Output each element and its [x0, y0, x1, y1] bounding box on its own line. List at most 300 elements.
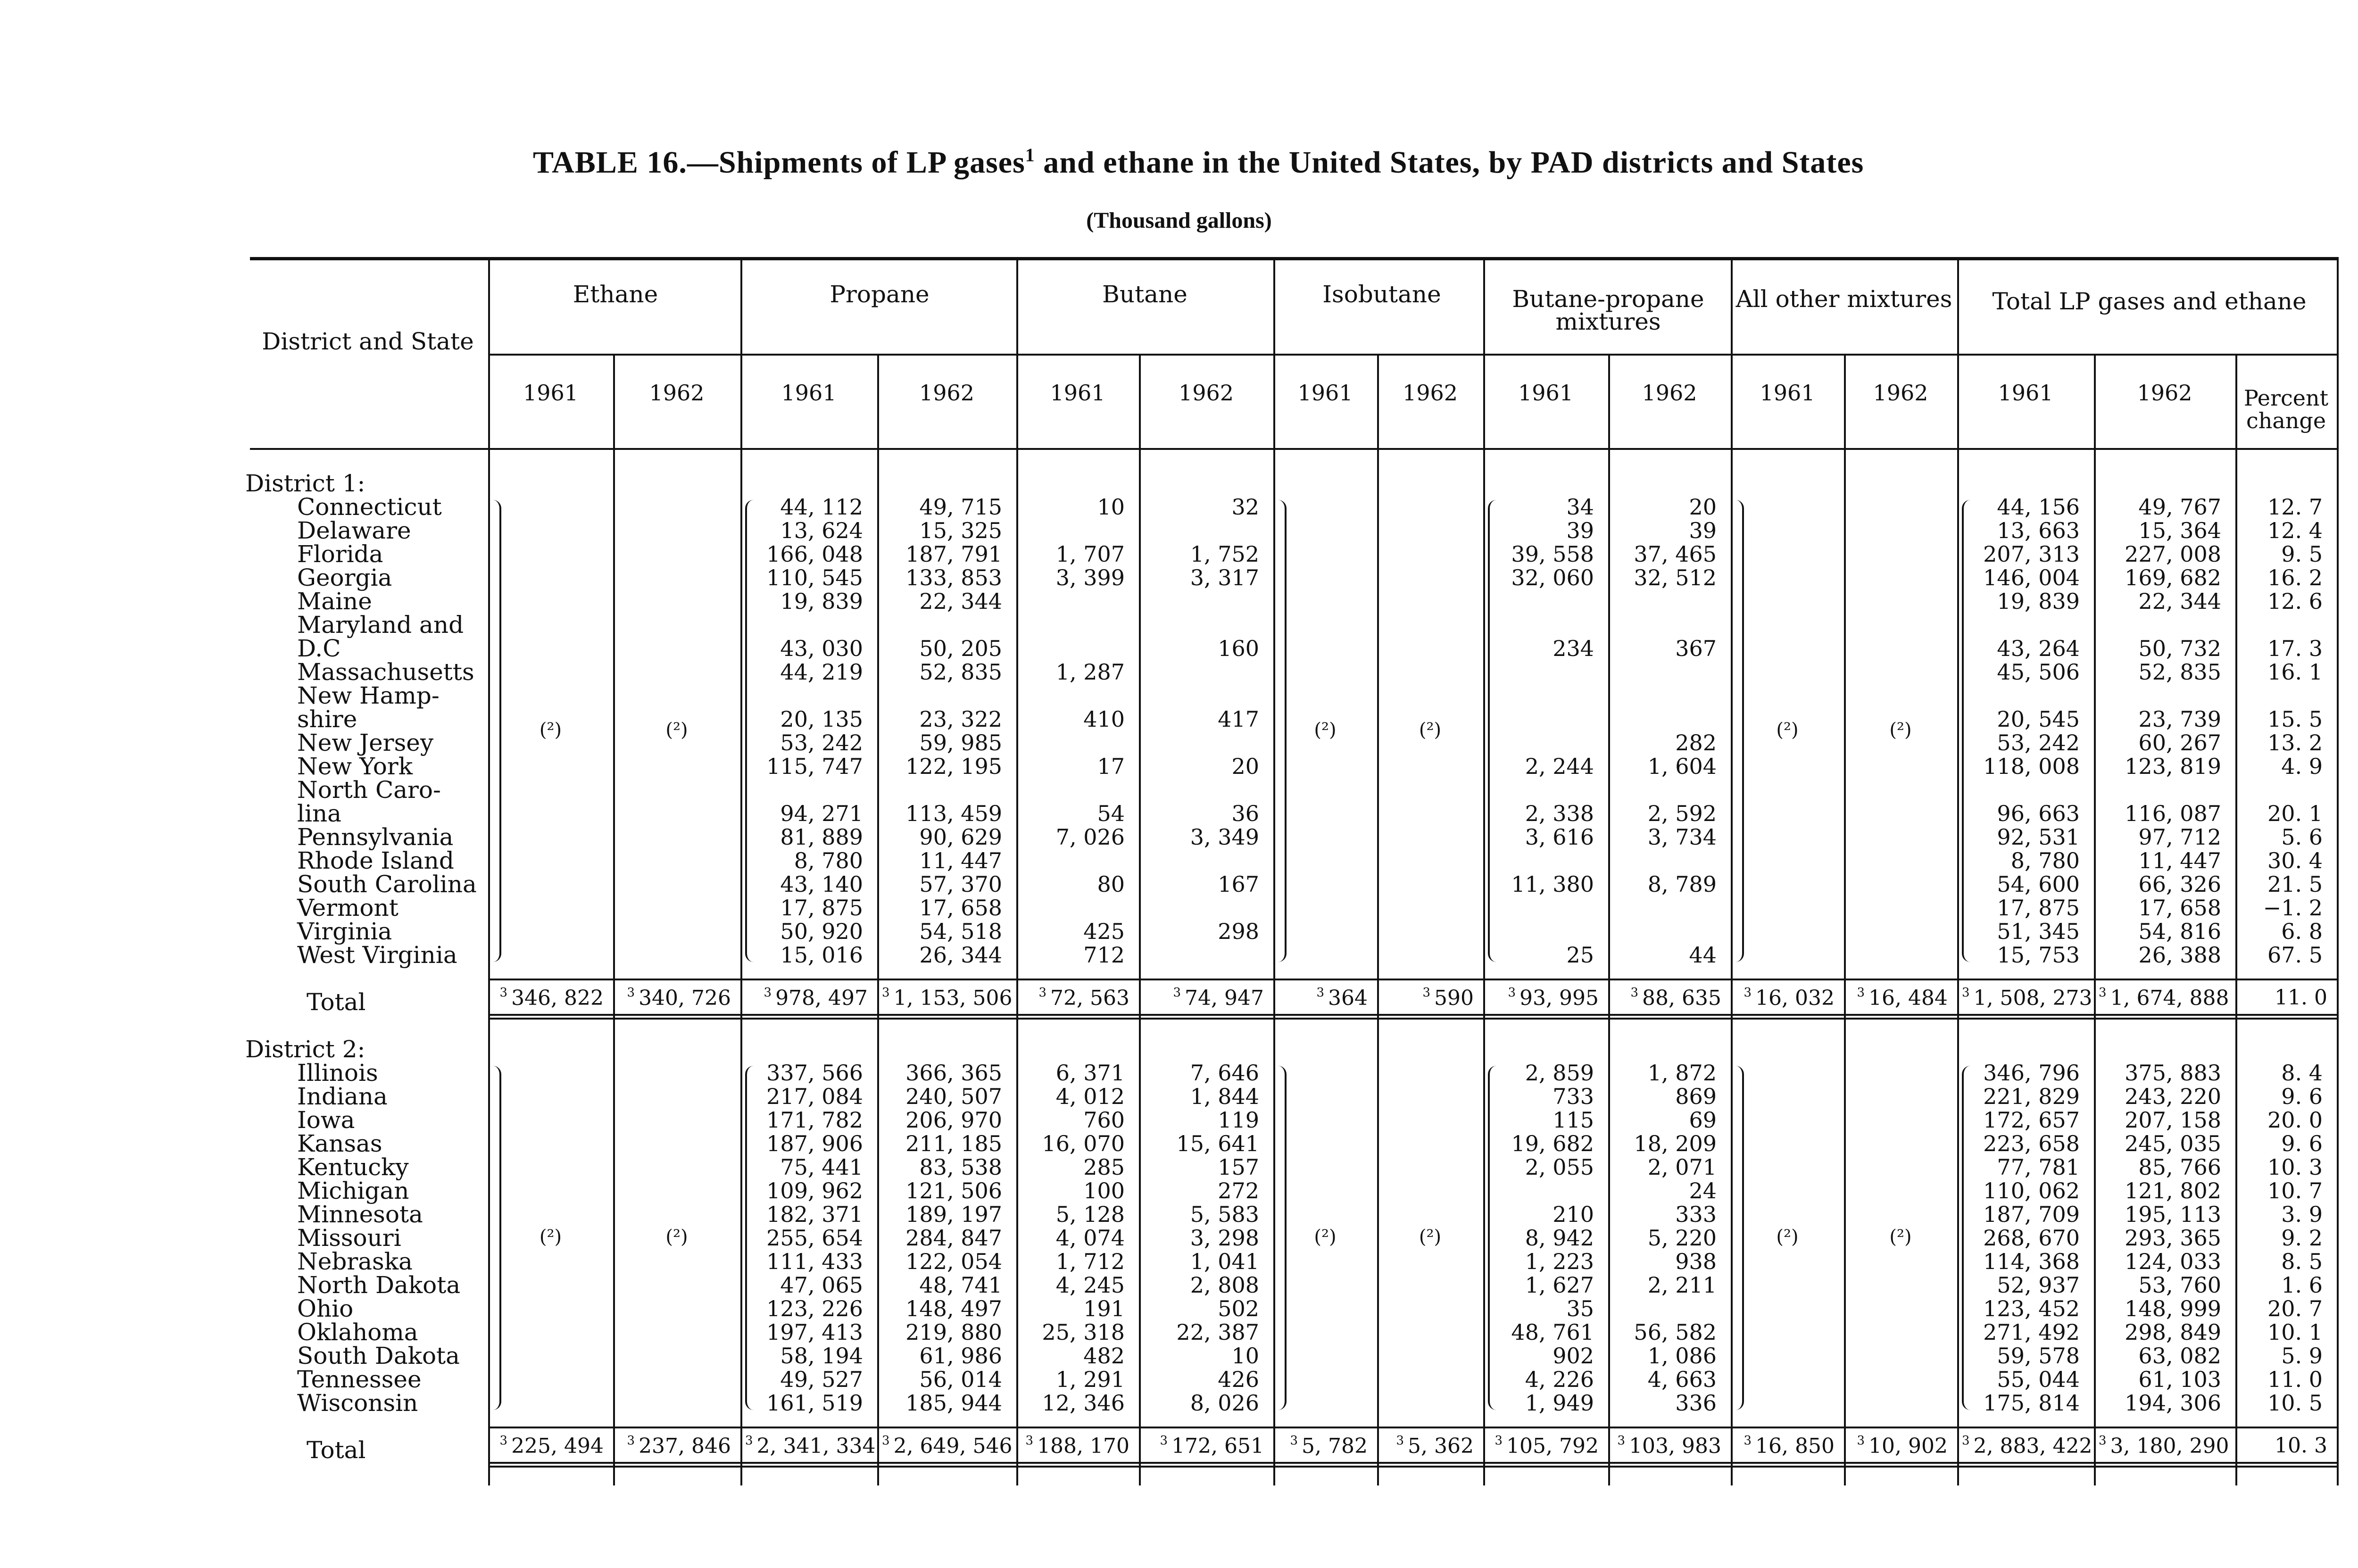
header-percent-change: Percent change: [2243, 385, 2329, 433]
footnote-marker: (²): [1776, 1226, 1799, 1248]
table-cell: 3, 616: [1525, 824, 1594, 850]
table-cell: 4, 663: [1647, 1367, 1717, 1392]
table-cell: 57, 370: [919, 871, 1002, 897]
state-label: North Dakota: [297, 1271, 461, 1299]
table-cell: 49, 715: [919, 494, 1002, 520]
table-cell: 1, 872: [1647, 1060, 1717, 1086]
table-cell: 243, 220: [2125, 1084, 2221, 1109]
table-cell: 5. 9: [2281, 1343, 2323, 1369]
table-cell: 733: [1553, 1084, 1594, 1109]
table-cell: [2094, 778, 2221, 802]
table-cell: 13, 663: [1997, 518, 2080, 543]
column-rule: [1377, 354, 1379, 1485]
table-cell: [1139, 589, 1259, 613]
table-cell: 169, 682: [2125, 565, 2221, 590]
table-cell: 25, 318: [1042, 1319, 1125, 1345]
propane-1962-column: [877, 495, 1002, 967]
table-cell: 44, 112: [780, 494, 863, 520]
butane-1962-column: [1139, 1061, 1259, 1415]
table-cell: [1016, 637, 1125, 660]
total-rule: [488, 979, 2337, 980]
table-cell: 69: [1689, 1107, 1717, 1133]
table-cell: 44, 219: [780, 659, 863, 685]
table-cell: 11, 380: [1511, 871, 1594, 897]
table-cell: 15, 364: [2138, 518, 2221, 543]
table-cell: 234: [1553, 636, 1594, 661]
table-cell: 11, 447: [919, 848, 1002, 873]
table-cell: 333: [1675, 1202, 1717, 1227]
table-cell: 75, 441: [780, 1154, 863, 1180]
table-cell: [1139, 613, 1259, 637]
table-cell: 16. 2: [2267, 565, 2323, 590]
group-rule: [488, 354, 2337, 356]
table-cell: 167: [1218, 871, 1259, 897]
table-cell: 23, 322: [919, 706, 1002, 732]
brace: [493, 500, 501, 962]
table-cell: 119: [1218, 1107, 1259, 1133]
total-cell: $^3$ 590: [1422, 986, 1474, 1010]
column-rule: [1273, 257, 1275, 1485]
table-cell: 17, 658: [2138, 895, 2221, 921]
header-stub: District and State: [262, 328, 474, 355]
table-cell: [1608, 896, 1717, 920]
table-cell: [1608, 684, 1717, 707]
table-cell: 123, 819: [2125, 754, 2221, 779]
state-label: South Dakota: [297, 1342, 460, 1369]
table-cell: 1, 707: [1055, 541, 1125, 567]
table-cell: 37, 465: [1634, 541, 1717, 567]
table-cell: 182, 371: [766, 1202, 863, 1227]
table-cell: 58, 194: [780, 1343, 863, 1369]
table-cell: [1483, 896, 1594, 920]
table-cell: 221, 829: [1983, 1084, 2080, 1109]
table-cell: 52, 835: [919, 659, 1002, 685]
table-cell: 20. 7: [2267, 1296, 2323, 1321]
table-cell: [1016, 896, 1125, 920]
state-label: Massachusetts: [297, 658, 474, 686]
state-label: Maryland and: [297, 611, 464, 639]
table-cell: 425: [1083, 919, 1125, 944]
table-cell: [1483, 613, 1594, 637]
table-cell: 1, 844: [1190, 1084, 1259, 1109]
table-cell: 17. 3: [2267, 636, 2323, 661]
table-cell: 50, 205: [919, 636, 1002, 661]
table-cell: 10. 7: [2267, 1178, 2323, 1203]
table-cell: 39, 558: [1511, 541, 1594, 567]
table-cell: [1139, 731, 1259, 755]
butane-propane-1962-column: [1608, 1061, 1717, 1415]
table-cell: [2235, 684, 2323, 707]
header-bottom-rule: [250, 448, 2337, 450]
year-header: 1962: [919, 380, 975, 406]
table-cell: 10. 3: [2267, 1154, 2323, 1180]
table-cell: [1483, 731, 1594, 755]
state-label: New Jersey: [297, 729, 434, 756]
table-cell: 206, 970: [905, 1107, 1002, 1133]
table-cell: 90, 629: [919, 824, 1002, 850]
table-cell: 346, 796: [1983, 1060, 2080, 1086]
table-cell: 298: [1218, 919, 1259, 944]
column-rule: [1731, 257, 1733, 1485]
table-cell: [1608, 778, 1717, 802]
table-cell: 20. 0: [2267, 1107, 2323, 1133]
total-cell: $^3$ 16, 850: [1744, 1434, 1835, 1458]
table-cell: 60, 267: [2138, 730, 2221, 755]
state-label: Oklahoma: [297, 1319, 418, 1346]
table-cell: 12. 7: [2267, 494, 2323, 520]
column-rule: [613, 354, 615, 1485]
table-cell: 869: [1675, 1084, 1717, 1109]
table-cell: 25: [1566, 942, 1594, 968]
header-propane: Propane: [830, 281, 930, 308]
table-cell: 61, 103: [2138, 1367, 2221, 1392]
table-cell: 146, 004: [1983, 565, 2080, 590]
total-rule: [488, 1427, 2337, 1428]
footnote-marker: (²): [539, 1226, 562, 1248]
table-cell: 187, 791: [905, 541, 1002, 567]
table-cell: [1957, 778, 2080, 802]
table-cell: [1957, 613, 2080, 637]
table-cell: 426: [1218, 1367, 1259, 1392]
table-cell: 116, 087: [2125, 801, 2221, 826]
state-label: Georgia: [297, 564, 392, 591]
total-cell: $^3$ 346, 822: [499, 986, 604, 1010]
table-cell: 160: [1218, 636, 1259, 661]
total-cell: $^3$ 1, 153, 506: [882, 986, 1013, 1010]
table-cell: 39: [1566, 518, 1594, 543]
column-rule: [2337, 257, 2339, 1485]
table-cell: 96, 663: [1997, 801, 2080, 826]
year-header: 1962: [1873, 380, 1928, 406]
table-cell: 32: [1231, 494, 1259, 520]
table-cell: [1483, 1179, 1594, 1203]
state-label: Connecticut: [297, 493, 442, 521]
table-cell: 8, 026: [1190, 1390, 1259, 1416]
table-cell: [1139, 849, 1259, 872]
state-label: Delaware: [297, 517, 411, 544]
table-cell: 24: [1689, 1178, 1717, 1203]
header-butane: Butane: [1102, 281, 1187, 308]
table-cell: 1, 712: [1055, 1249, 1125, 1274]
table-cell: 166, 048: [766, 541, 863, 567]
table-cell: 48, 741: [919, 1272, 1002, 1298]
table-cell: 122, 195: [905, 754, 1002, 779]
table-cell: [740, 778, 863, 802]
table-cell: 148, 999: [2125, 1296, 2221, 1321]
header-butane-propane: Butane-propane mixtures: [1512, 285, 1704, 335]
table-cell: 20, 135: [780, 706, 863, 732]
table-cell: 15, 753: [1997, 942, 2080, 968]
table-cell: 15, 016: [780, 942, 863, 968]
table-cell: 121, 802: [2125, 1178, 2221, 1203]
table-cell: 7, 026: [1055, 824, 1125, 850]
table-cell: 19, 682: [1511, 1131, 1594, 1156]
state-label: Nebraska: [297, 1248, 413, 1275]
total-double-rule: [488, 1462, 2337, 1468]
header-ethane: Ethane: [573, 281, 658, 308]
total-cell: $^3$ 105, 792: [1495, 1434, 1599, 1458]
table-cell: [2094, 684, 2221, 707]
table-cell: 4. 9: [2281, 754, 2323, 779]
table-cell: 1, 949: [1525, 1390, 1594, 1416]
table-cell: [1016, 613, 1125, 637]
table-cell: [1016, 731, 1125, 755]
year-header: 1961: [1518, 380, 1574, 406]
table-cell: 282: [1675, 730, 1717, 755]
table-cell: 77, 781: [1997, 1154, 2080, 1180]
butane-propane-1961-column: [1483, 495, 1594, 967]
total-label: Total: [307, 1436, 366, 1464]
table-cell: 121, 506: [905, 1178, 1002, 1203]
table-cell: 2, 338: [1525, 801, 1594, 826]
total-cell: $^3$ 1, 674, 888: [2099, 986, 2229, 1010]
total-cell: $^3$ 237, 846: [627, 1434, 731, 1458]
table-cell: 285: [1083, 1154, 1125, 1180]
butane-1961-column: [1016, 1061, 1125, 1415]
table-cell: 4, 226: [1525, 1367, 1594, 1392]
footnote-marker: (²): [1419, 1226, 1442, 1248]
table-cell: 23, 739: [2138, 706, 2221, 732]
table-cell: 375, 883: [2125, 1060, 2221, 1086]
table-cell: 10. 1: [2267, 1319, 2323, 1345]
state-label: Maine: [297, 588, 372, 615]
table-cell: [1483, 849, 1594, 872]
year-header: 1961: [1297, 380, 1353, 406]
total-cell: $^3$ 3, 180, 290: [2099, 1434, 2229, 1458]
table-cell: 118, 008: [1983, 754, 2080, 779]
table-cell: 94, 271: [780, 801, 863, 826]
table-cell: 61, 986: [919, 1343, 1002, 1369]
state-label: Wisconsin: [297, 1389, 418, 1417]
total-cell: $^3$ 5, 362: [1396, 1434, 1474, 1458]
table-cell: 175, 814: [1983, 1390, 2080, 1416]
table-cell: 54: [1097, 801, 1125, 826]
table-cell: 22, 344: [2138, 589, 2221, 614]
table-cell: 54, 518: [919, 919, 1002, 944]
table-cell: [1608, 660, 1717, 684]
table-cell: 148, 497: [905, 1296, 1002, 1321]
table-cell: 133, 853: [905, 565, 1002, 590]
total-cell: $^3$ 1, 508, 273: [1962, 986, 2092, 1010]
table-cell: 8, 942: [1525, 1225, 1594, 1251]
table-cell: 417: [1218, 706, 1259, 732]
footnote-marker: (²): [1419, 719, 1442, 741]
table-cell: 12. 6: [2267, 589, 2323, 614]
table-cell: 187, 709: [1983, 1202, 2080, 1227]
table-cell: 115, 747: [766, 754, 863, 779]
table-cell: 8. 4: [2281, 1060, 2323, 1086]
total-cell: $^3$ 74, 947: [1173, 986, 1264, 1010]
total-cell: $^3$ 225, 494: [499, 1434, 604, 1458]
table-cell: 157: [1218, 1154, 1259, 1180]
table-cell: [1483, 589, 1594, 613]
table-cell: 1, 086: [1647, 1343, 1717, 1369]
table-cell: [877, 684, 1002, 707]
footnote-marker: (²): [665, 1226, 688, 1248]
footnote-marker: (²): [539, 719, 562, 741]
table-cell: 9. 5: [2281, 541, 2323, 567]
footnote-marker: (²): [1776, 719, 1799, 741]
table-cell: 4, 074: [1055, 1225, 1125, 1251]
table-cell: 2, 859: [1525, 1060, 1594, 1086]
table-cell: [1139, 896, 1259, 920]
table-cell: [1016, 589, 1125, 613]
state-label: North Caro-: [297, 776, 441, 804]
footnote-marker: (²): [665, 719, 688, 741]
state-label: Kansas: [297, 1130, 382, 1157]
state-label: Tennessee: [297, 1366, 422, 1393]
table-cell: 81, 889: [780, 824, 863, 850]
table-title: TABLE 16.—Shipments of LP gases$^1$ and ethane in the United States, by PAD districts and States: [533, 144, 1864, 180]
table-cell: 123, 452: [1983, 1296, 2080, 1321]
total-label: Total: [307, 988, 366, 1016]
brace: [493, 1066, 501, 1410]
state-label: Virginia: [297, 918, 392, 945]
butane-propane-1962-column: [1608, 495, 1717, 967]
table-cell: 191: [1083, 1296, 1125, 1321]
table-cell: 16, 070: [1042, 1131, 1125, 1156]
table-cell: 52, 835: [2138, 659, 2221, 685]
table-cell: 15, 325: [919, 518, 1002, 543]
table-cell: 19, 839: [1997, 589, 2080, 614]
table-cell: 271, 492: [1983, 1319, 2080, 1345]
table-cell: 161, 519: [766, 1390, 863, 1416]
table-cell: 22, 344: [919, 589, 1002, 614]
table-cell: 10. 5: [2267, 1390, 2323, 1416]
header-total: Total LP gases and ethane: [1992, 288, 2307, 315]
table-cell: 26, 388: [2138, 942, 2221, 968]
table-cell: [1608, 589, 1717, 613]
table-cell: 15. 5: [2267, 706, 2323, 732]
table-cell: 210: [1553, 1202, 1594, 1227]
table-cell: 268, 670: [1983, 1225, 2080, 1251]
table-cell: 18, 209: [1634, 1131, 1717, 1156]
table-cell: 80: [1097, 871, 1125, 897]
table-cell: 54, 600: [1997, 871, 2080, 897]
table-cell: 32, 060: [1511, 565, 1594, 590]
table-cell: 223, 658: [1983, 1131, 2080, 1156]
table-cell: 2, 055: [1525, 1154, 1594, 1180]
table-cell: [1483, 920, 1594, 943]
table-cell: 2, 244: [1525, 754, 1594, 779]
table-cell: 49, 527: [780, 1367, 863, 1392]
table-cell: 185, 944: [905, 1390, 1002, 1416]
table-cell: [1139, 943, 1259, 967]
table-cell: 11. 0: [2267, 1367, 2323, 1392]
table-cell: 1, 752: [1190, 541, 1259, 567]
total-cell: $^3$ 2, 883, 422: [1962, 1434, 2092, 1458]
table-cell: 410: [1083, 706, 1125, 732]
header-all-other: All other mixtures: [1735, 285, 1952, 313]
total-cell: $^3$ 72, 563: [1038, 986, 1129, 1010]
table-cell: 1, 604: [1647, 754, 1717, 779]
total-cell: $^3$ 172, 651: [1160, 1434, 1264, 1458]
total-cell: $^3$ 188, 170: [1025, 1434, 1129, 1458]
table-cell: 55, 044: [1997, 1367, 2080, 1392]
table-cell: 59, 578: [1997, 1343, 2080, 1369]
footnote-marker: (²): [1314, 1226, 1337, 1248]
propane-1962-column: [877, 1061, 1002, 1415]
state-label: Florida: [297, 540, 383, 568]
state-label: New Hamp-: [297, 682, 440, 709]
table-cell: 1, 287: [1055, 659, 1125, 685]
table-cell: 67. 5: [2267, 942, 2323, 968]
table-cell: 5, 128: [1055, 1202, 1125, 1227]
table-cell: 35: [1566, 1296, 1594, 1321]
district-label: District 1:: [245, 470, 365, 497]
table-cell: 26, 344: [919, 942, 1002, 968]
table-cell: 8, 780: [2010, 848, 2080, 873]
table-cell: 43, 264: [1997, 636, 2080, 661]
total-cell: $^3$ 93, 995: [1508, 986, 1599, 1010]
state-label: Illinois: [297, 1059, 378, 1087]
table-cell: 50, 920: [780, 919, 863, 944]
table-cell: 227, 008: [2125, 541, 2221, 567]
total-1962-column: [2094, 495, 2221, 967]
table-cell: 124, 033: [2125, 1249, 2221, 1274]
total-1961-column: [1957, 1061, 2080, 1415]
propane-1961-column: [740, 495, 863, 967]
total-cell: $^3$ 10, 902: [1857, 1434, 1948, 1458]
table-cell: 1, 291: [1055, 1367, 1125, 1392]
district-label: District 2:: [245, 1036, 365, 1063]
table-cell: 6. 8: [2281, 919, 2323, 944]
year-header: 1961: [523, 380, 579, 406]
table-cell: 187, 906: [766, 1131, 863, 1156]
table-cell: 1, 223: [1525, 1249, 1594, 1274]
table-cell: 1, 627: [1525, 1272, 1594, 1298]
table-cell: 51, 345: [1997, 919, 2080, 944]
table-cell: [1608, 1297, 1717, 1320]
table-cell: 195, 113: [2125, 1202, 2221, 1227]
total-cell: $^3$ 340, 726: [627, 986, 731, 1010]
state-label: Minnesota: [297, 1201, 423, 1228]
butane-propane-1961-column: [1483, 1061, 1594, 1415]
table-cell: 36: [1231, 801, 1259, 826]
table-cell: 19, 839: [780, 589, 863, 614]
table-cell: 48, 761: [1511, 1319, 1594, 1345]
year-header: 1961: [1050, 380, 1105, 406]
table-cell: [1483, 707, 1594, 731]
table-cell: 30. 4: [2267, 848, 2323, 873]
table-cell: 4, 012: [1055, 1084, 1125, 1109]
table-cell: 8, 780: [794, 848, 863, 873]
table-unit: (Thousand gallons): [1086, 208, 1272, 233]
table-cell: 272: [1218, 1178, 1259, 1203]
table-cell: 123, 226: [766, 1296, 863, 1321]
table-cell: 9. 2: [2281, 1225, 2323, 1251]
table-cell: 3, 317: [1190, 565, 1259, 590]
table-cell: 336: [1675, 1390, 1717, 1416]
table-cell: 109, 962: [766, 1178, 863, 1203]
table-cell: 47, 065: [780, 1272, 863, 1298]
brace: [1278, 500, 1287, 962]
header-isobutane: Isobutane: [1322, 281, 1441, 308]
table-cell: 17: [1097, 754, 1125, 779]
brace: [1278, 1066, 1287, 1410]
table-cell: 13. 2: [2267, 730, 2323, 755]
table-cell: 83, 538: [919, 1154, 1002, 1180]
table-cell: [1957, 684, 2080, 707]
year-header: 1962: [1642, 380, 1697, 406]
table-cell: 32, 512: [1634, 565, 1717, 590]
table-cell: 219, 880: [905, 1319, 1002, 1345]
total-cell: 11. 0: [2275, 986, 2327, 1010]
table-cell: [1016, 519, 1125, 542]
table-cell: [1139, 684, 1259, 707]
table-cell: 207, 158: [2125, 1107, 2221, 1133]
table-cell: 17, 875: [780, 895, 863, 921]
